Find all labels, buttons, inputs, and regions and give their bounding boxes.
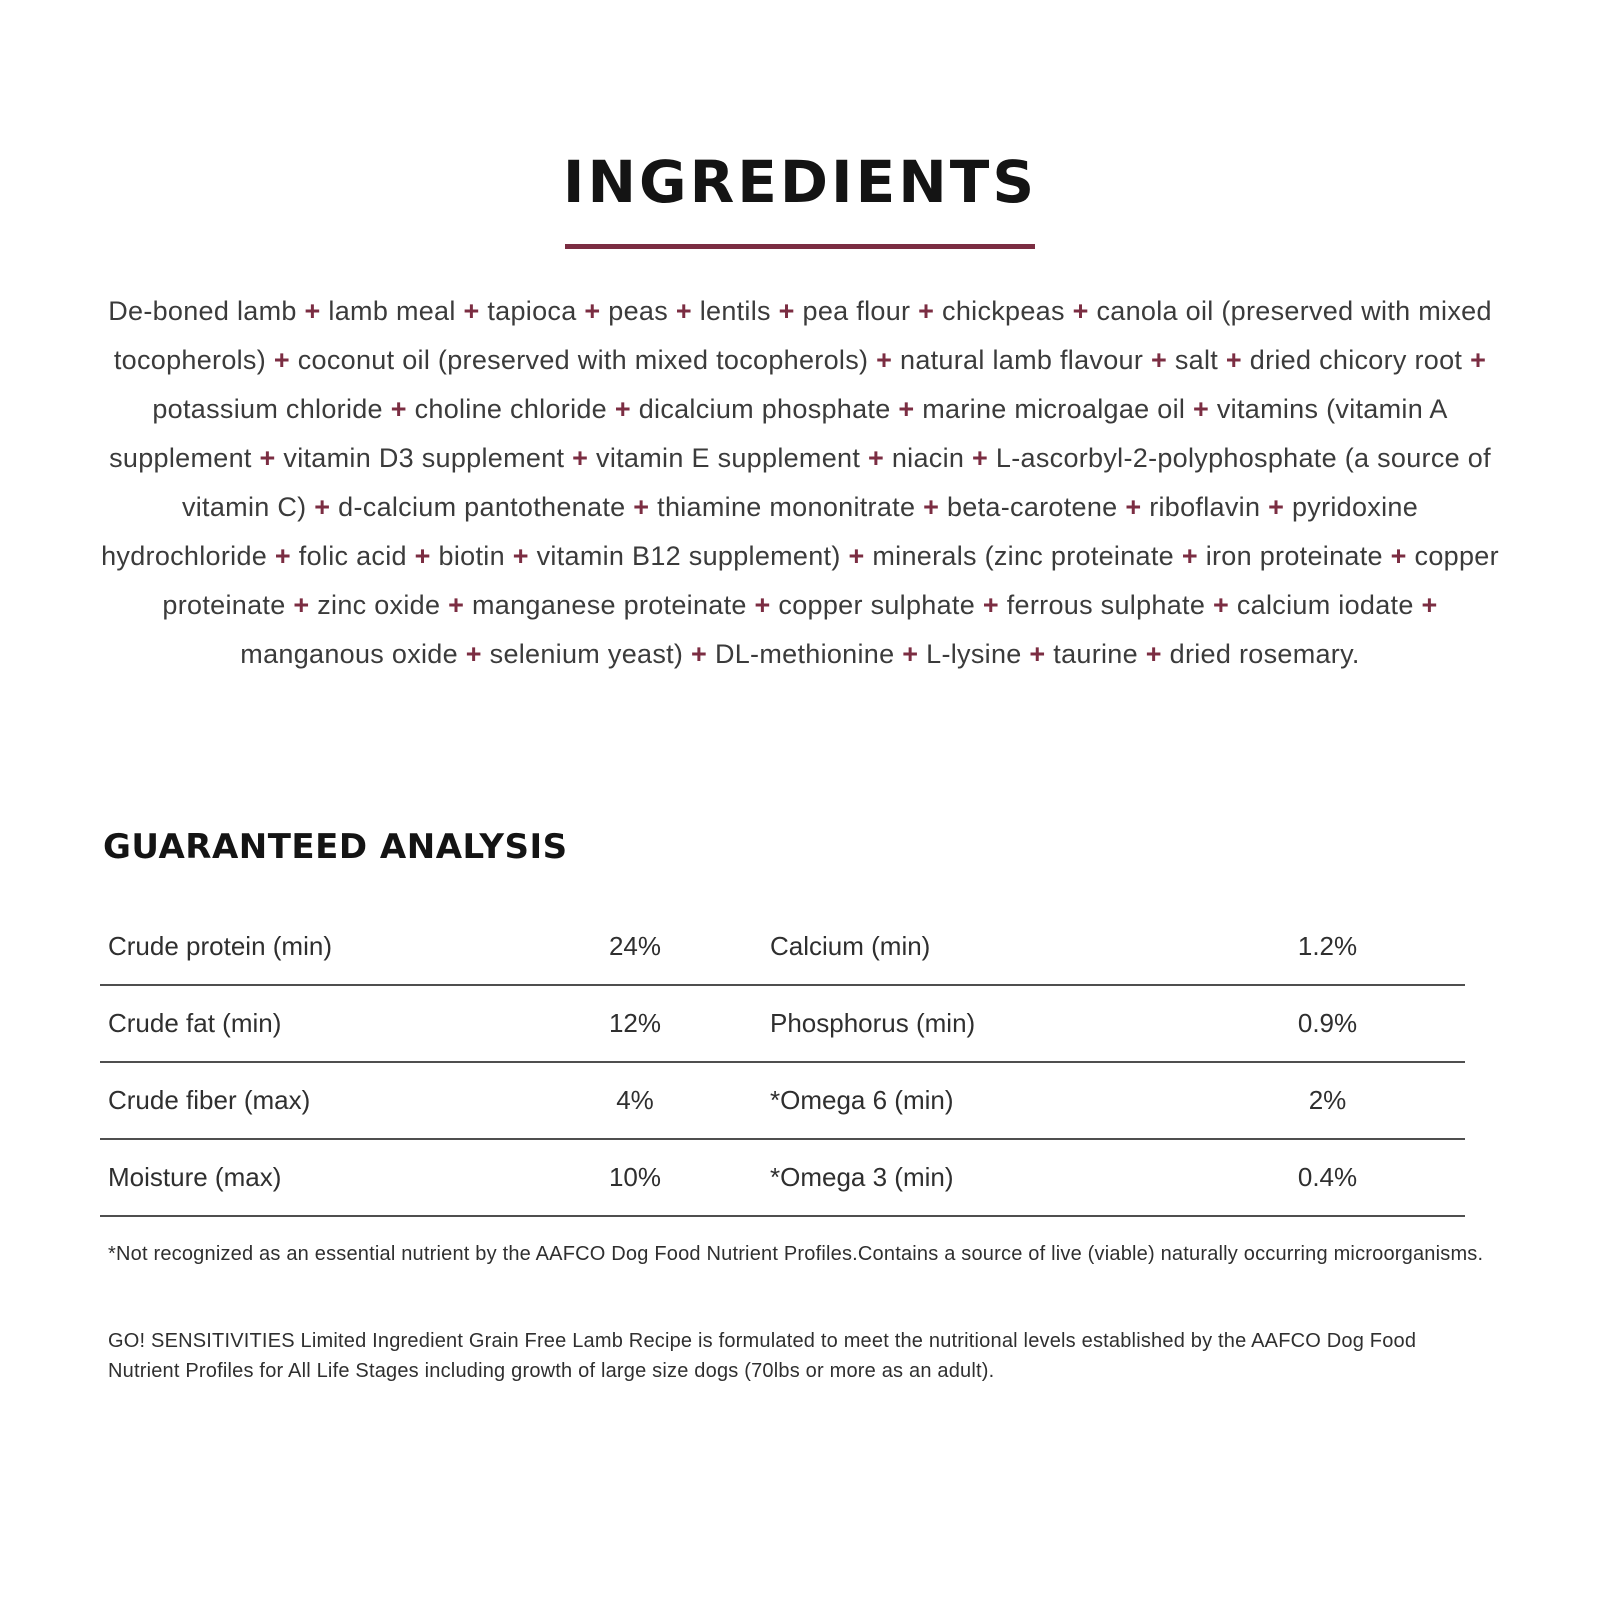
ingredient-item: beta-carotene (946, 492, 1118, 522)
plus-separator: + (584, 296, 601, 326)
plus-separator: + (414, 541, 431, 571)
ingredient-item: folic acid (298, 541, 407, 571)
ingredient-item: L-ascorbyl-2-polyphosphate (a source of vitamin C) (181, 443, 1491, 522)
ingredient-item: tapioca (487, 296, 577, 326)
ingredient-item: marine microalgae oil (922, 394, 1186, 424)
plus-separator: + (867, 443, 885, 473)
plus-separator: + (972, 443, 989, 473)
ingredient-item: peas (608, 296, 668, 326)
ingredient-item: manganous oxide (240, 639, 458, 669)
plus-separator: + (448, 590, 465, 620)
plus-separator: + (314, 492, 331, 522)
plus-separator: + (274, 541, 291, 571)
ingredient-item: DL-methionine (714, 639, 895, 669)
plus-separator: + (1390, 541, 1407, 571)
plus-separator: + (1225, 345, 1242, 375)
ingredient-item: lamb meal (328, 296, 456, 326)
plus-separator: + (259, 443, 276, 473)
ingredient-item: vitamin B12 supplement) (536, 541, 841, 571)
analysis-label: Crude protein (min) (108, 931, 332, 961)
plus-separator: + (1181, 541, 1198, 571)
title-underline-rule (565, 244, 1035, 249)
aafco-statement: GO! SENSITIVITIES Limited Ingredient Grain Free Lamb Recipe is formulated to meet the nutritional levels established by the AAFCO Dog Food Nutrient Profiles for All Life Stages including growth of large size dogs (70lbs or more as an adult). (108, 1330, 1417, 1382)
plus-separator: + (848, 541, 865, 571)
ingredient-item: niacin (891, 443, 965, 473)
analysis-value: 0.9% (1297, 1008, 1358, 1038)
plus-separator: + (1212, 590, 1230, 620)
ingredient-item: vitamin E supplement (596, 443, 861, 473)
plus-separator: + (572, 443, 589, 473)
guaranteed-analysis-table (100, 909, 1465, 1217)
analysis-table-row (100, 986, 1465, 1063)
ingredient-item: iron proteinate (1205, 541, 1383, 571)
plus-separator: + (876, 345, 893, 375)
ingredient-item: natural lamb flavour (900, 345, 1144, 375)
plus-separator: + (1192, 394, 1210, 424)
ingredient-item: minerals (zinc proteinate (872, 541, 1174, 571)
plus-separator: + (902, 639, 919, 669)
ingredient-item: dried chicory root (1249, 345, 1463, 375)
analysis-table-row (100, 1140, 1465, 1217)
analysis-value: 0.4% (1297, 1162, 1358, 1192)
analysis-label: *Omega 3 (min) (770, 1162, 954, 1192)
plus-separator: + (1470, 345, 1487, 375)
plus-separator: + (982, 590, 999, 620)
plus-separator: + (918, 296, 935, 326)
plus-separator: + (1145, 639, 1162, 669)
plus-separator: + (465, 639, 482, 669)
ingredient-item: copper proteinate (162, 541, 1499, 620)
ingredient-item: salt (1174, 345, 1219, 375)
plus-separator: + (390, 394, 407, 424)
ingredient-item: pyridoxine hydrochloride (101, 492, 1419, 571)
aafco-footnote: *Not recognized as an essential nutrient by the AAFCO Dog Food Nutrient Profiles.Contains a source of live (viable) naturally occurring microorganisms. (108, 1243, 1484, 1265)
ingredient-item: potassium chloride (152, 394, 383, 424)
ingredient-item: manganese proteinate (472, 590, 747, 620)
analysis-label: Calcium (min) (770, 931, 931, 961)
ingredient-item: d-calcium pantothenate (338, 492, 626, 522)
ingredient-item: zinc oxide (317, 590, 441, 620)
ingredient-item: choline chloride (414, 394, 607, 424)
plus-separator: + (675, 296, 692, 326)
plus-separator: + (633, 492, 650, 522)
plus-separator: + (293, 590, 310, 620)
ingredient-item: dicalcium phosphate (638, 394, 891, 424)
analysis-value: 12% (608, 1008, 662, 1038)
plus-separator: + (778, 296, 795, 326)
plus-separator: + (512, 541, 529, 571)
plus-separator: + (923, 492, 940, 522)
ingredient-item: chickpeas (942, 296, 1065, 326)
analysis-table-row (100, 909, 1465, 986)
ingredient-item: lentils (699, 296, 771, 326)
ingredient-item: vitamin D3 supplement (283, 443, 565, 473)
plus-separator: + (1421, 590, 1438, 620)
ingredient-item: canola oil (preserved with mixed tocopherols) (113, 296, 1492, 375)
analysis-label: *Omega 6 (min) (770, 1085, 954, 1115)
ingredient-item: selenium yeast) (489, 639, 684, 669)
analysis-label: Crude fat (min) (108, 1008, 282, 1038)
analysis-value: 10% (608, 1162, 662, 1192)
ingredient-item: thiamine mononitrate (657, 492, 916, 522)
ingredient-item: riboflavin (1149, 492, 1261, 522)
plus-separator: + (898, 394, 915, 424)
plus-separator: + (1125, 492, 1142, 522)
ingredient-item: biotin (438, 541, 505, 571)
analysis-label: Crude fiber (max) (108, 1085, 311, 1115)
analysis-table-row (100, 1063, 1465, 1140)
analysis-value: 24% (608, 931, 662, 961)
guaranteed-analysis-title: GUARANTEED ANALYSIS (103, 827, 568, 867)
plus-separator: + (1150, 345, 1168, 375)
plus-separator: + (463, 296, 480, 326)
plus-separator: + (304, 296, 321, 326)
plus-separator: + (1072, 296, 1089, 326)
plus-separator: + (1029, 639, 1046, 669)
analysis-label: Phosphorus (min) (770, 1008, 976, 1038)
ingredients-title: INGREDIENTS (562, 148, 1038, 216)
ingredient-item: ferrous sulphate (1006, 590, 1206, 620)
analysis-value: 4% (616, 1085, 654, 1115)
analysis-label: Moisture (max) (108, 1162, 282, 1192)
plus-separator: + (614, 394, 631, 424)
ingredient-item: calcium iodate (1236, 590, 1414, 620)
analysis-value: 2% (1308, 1085, 1347, 1115)
plus-separator: + (754, 590, 771, 620)
ingredient-item: copper sulphate (778, 590, 976, 620)
ingredient-item: coconut oil (preserved with mixed tocopherols) (297, 345, 869, 375)
ingredient-item: De-boned lamb (108, 296, 297, 326)
plus-separator: + (691, 639, 708, 669)
ingredient-item: taurine (1053, 639, 1138, 669)
plus-separator: + (273, 345, 290, 375)
ingredient-item: L-lysine (926, 639, 1022, 669)
ingredients-text (100, 287, 1500, 679)
ingredient-item: pea flour (802, 296, 911, 326)
plus-separator: + (1268, 492, 1285, 522)
ingredient-item: dried rosemary. (1169, 639, 1360, 669)
ingredient-item: vitamins (vitamin A supplement (109, 394, 1448, 473)
analysis-value: 1.2% (1297, 931, 1358, 961)
